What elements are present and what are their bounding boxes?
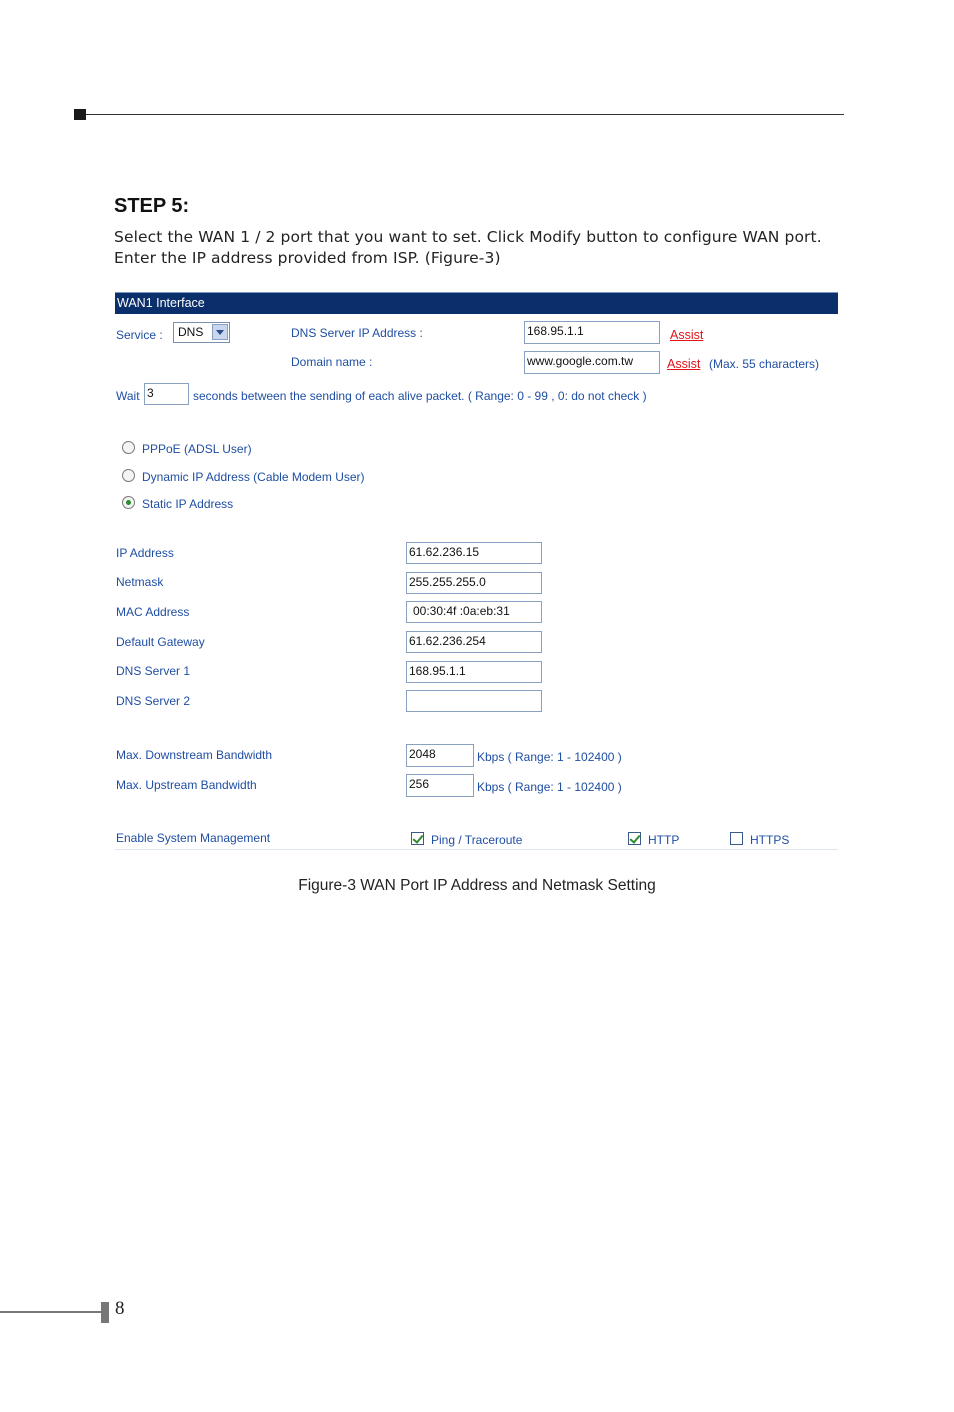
chevron-down-icon[interactable]: [212, 324, 228, 340]
https-checkbox[interactable]: [730, 832, 743, 845]
mac-address-label: MAC Address: [116, 605, 190, 619]
page-number: 8: [115, 1298, 125, 1319]
assist-link-domain[interactable]: Assist: [667, 357, 701, 371]
https-label: HTTPS: [750, 833, 790, 847]
step-description: [114, 227, 854, 269]
footer-rule: [0, 1311, 101, 1313]
netmask-input[interactable]: 255.255.255.0: [406, 572, 542, 594]
footer-marker: [101, 1302, 109, 1323]
form-header-bar: [115, 292, 838, 314]
radio-pppoe[interactable]: [122, 441, 135, 454]
radio-pppoe-label: PPPoE (ADSL User): [142, 442, 252, 456]
domain-name-input[interactable]: www.google.com.tw: [524, 351, 660, 374]
ping-traceroute-label: Ping / Traceroute: [431, 833, 523, 847]
max-characters-note: (Max. 55 characters): [709, 357, 820, 371]
downstream-bandwidth-range: Kbps ( Range: 1 - 102400 ): [477, 750, 622, 764]
step-description-line-2: Enter the IP address provided from ISP. (Figure-3): [114, 249, 501, 267]
step-title: STEP 5:: [114, 195, 190, 217]
http-label: HTTP: [648, 833, 680, 847]
downstream-bandwidth-label: Max. Downstream Bandwidth: [116, 748, 273, 762]
form-header-title: WAN1 Interface: [117, 296, 205, 310]
radio-dynamic-ip[interactable]: [122, 469, 135, 482]
system-management-label: Enable System Management: [116, 831, 271, 845]
service-select[interactable]: [173, 322, 230, 343]
service-label: Service :: [116, 328, 163, 342]
mac-address-input[interactable]: 00:30:4f :0a:eb:31: [406, 601, 542, 623]
service-select-value: DNS: [178, 325, 204, 339]
ip-address-input[interactable]: 61.62.236.15: [406, 542, 542, 564]
assist-link-dns[interactable]: Assist: [670, 328, 704, 342]
step-description-line-1: Select the WAN 1 / 2 port that you want to set. Click Modify button to configure WAN port.: [114, 228, 822, 246]
upstream-bandwidth-label: Max. Upstream Bandwidth: [116, 778, 257, 792]
ping-traceroute-checkbox[interactable]: [411, 832, 424, 845]
radio-dynamic-ip-label: Dynamic IP Address (Cable Modem User): [142, 470, 365, 484]
wait-seconds-input[interactable]: 3: [144, 383, 189, 405]
form-bottom-divider: [115, 849, 838, 850]
dns-server-2-label: DNS Server 2: [116, 694, 191, 708]
default-gateway-input[interactable]: 61.62.236.254: [406, 631, 542, 653]
ip-address-label: IP Address: [116, 546, 174, 560]
wait-label: Wait: [116, 389, 140, 403]
dns-server-2-input[interactable]: [406, 690, 542, 712]
dns-server-1-label: DNS Server 1: [116, 664, 191, 678]
radio-static-ip-label: Static IP Address: [142, 497, 234, 511]
default-gateway-label: Default Gateway: [116, 635, 205, 649]
figure-caption: Figure-3 WAN Port IP Address and Netmask Setting: [298, 877, 656, 894]
netmask-label: Netmask: [116, 575, 164, 589]
header-rule: [86, 114, 844, 115]
header-marker: [74, 109, 86, 120]
downstream-bandwidth-input[interactable]: 2048: [406, 744, 474, 767]
dns-server-ip-label: DNS Server IP Address :: [291, 326, 423, 340]
http-checkbox[interactable]: [628, 832, 641, 845]
upstream-bandwidth-input[interactable]: 256: [406, 774, 474, 797]
radio-static-ip[interactable]: [122, 496, 135, 509]
upstream-bandwidth-range: Kbps ( Range: 1 - 102400 ): [477, 780, 622, 794]
domain-name-label: Domain name :: [291, 355, 373, 369]
dns-server-1-input[interactable]: 168.95.1.1: [406, 661, 542, 683]
dns-server-ip-input[interactable]: 168.95.1.1: [524, 321, 660, 344]
wait-description: seconds between the sending of each alive packet. ( Range: 0 - 99 , 0: do not check ): [193, 389, 647, 403]
